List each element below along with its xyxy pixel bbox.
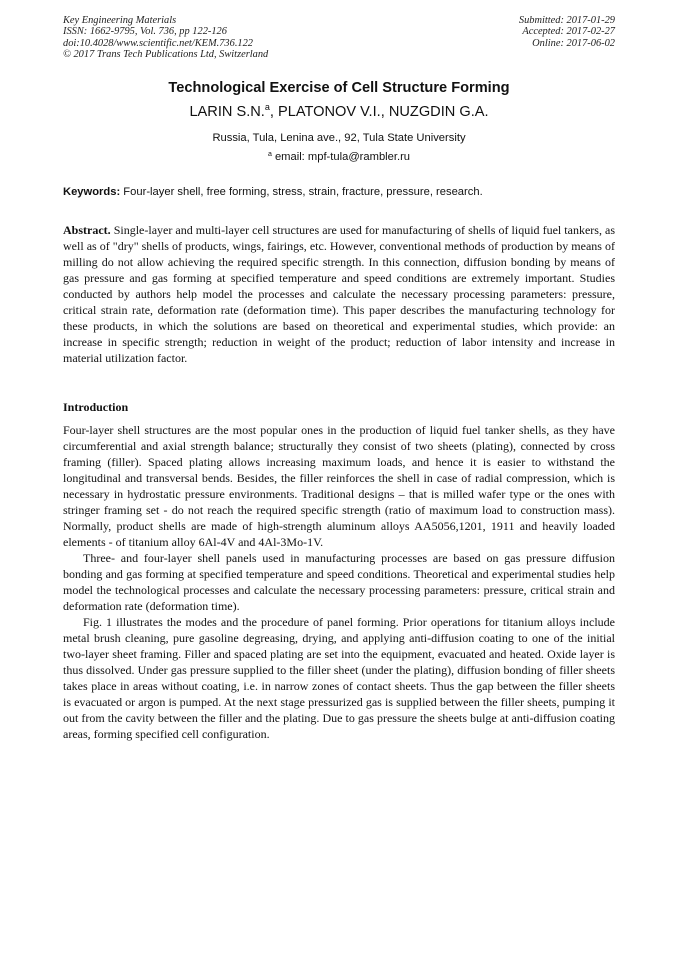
email-address: email: mpf-tula@rambler.ru [271, 151, 411, 163]
journal-name: Key Engineering Materials [63, 15, 177, 26]
paper-title: Technological Exercise of Cell Structure Forming [168, 80, 510, 96]
author-affiliation-mark: a [264, 102, 270, 112]
section-heading-introduction: Introduction [63, 400, 129, 414]
abstract-label: Abstract. [63, 223, 111, 237]
keywords [63, 186, 615, 198]
author-first: LARIN S.N. [189, 104, 265, 120]
accepted-date: Accepted: 2017-02-27 [522, 26, 615, 38]
submitted-date: Submitted: 2017-01-29 [518, 15, 615, 26]
paragraph: Three- and four-layer shell panels used in manufacturing processes are based on gas pressure diffusion bonding and gas forming at specified temperature and speed conditions. Theoretical and experimental studies help model the technological processes and calculate the necessary processing parameters: pressure, critical strain and deformation rate (deformation time). [63, 551, 615, 613]
affiliation: Russia, Tula, Lenina ave., 92, Tula State University [212, 132, 466, 144]
email-line [0, 151, 678, 163]
paragraph: Four-layer shell structures are the most popular ones in the production of liquid fuel tanker shells, as they have circumferential and axial strength balance; structurally they consist of two sheets (plating), connected by cross framing (filler). Spaced plating allows increasing maximum loads, and hence it is easier to withstand the longitudinal and transversal bends. Besides, the filler reinforces the shell in case of radial compression, which is necessary in hydrostatic pressure environments. Traditional designs – that is milled wafer type or the ones with stringer framing set - do not reach the required specific strength (ratio of maximum load to construction mass). Normally, product shells are made of high-strength aluminum alloys AA5056,1201, 1911 and heavily loaded elements - of titanium alloy 6Al-4V and 4Al-3Mo-1V. [63, 423, 615, 549]
abstract [63, 222, 615, 366]
paragraph: Fig. 1 illustrates the modes and the procedure of panel forming. Prior operations for titanium alloys include metal brush cleaning, pure gasoline degreasing, drying, and applying anti-diffusion coating to one of the initial two-layer sheet framing. Filler and spaced plating are set into the equipment, evacuated and heated. Oxide layer is thus dissolved. Under gas pressure supplied to the filler sheet (under the plating), diffusion bonding of filler sheets takes place in areas without coating, i.e. in narrow zones of contact sheets. Thus the gap between the filler sheets is evacuated or argon is pumped. At the next stage pressurized gas is supplied between the filler sheets, pumping it out from the cavity between the filler and the plating. Due to gas pressure the sheets bulge at anti-diffusion coating areas, forming specified cell configuration. [63, 615, 615, 741]
keywords-label: Keywords: [63, 186, 121, 198]
doi-line: doi:10.4028/www.scientific.net/KEM.736.122 [63, 37, 253, 49]
keywords-text: Four-layer shell, free forming, stress, strain, fracture, pressure, research. [120, 186, 483, 198]
online-date: Online: 2017-06-02 [532, 37, 615, 49]
introduction-body [63, 422, 615, 742]
email-mark: a [267, 151, 272, 158]
journal-header-left [63, 15, 268, 61]
author-list [0, 104, 678, 120]
abstract-text: Single-layer and multi-layer cell structures are used for manufacturing of shells of liquid fuel tankers, as well as of "dry" shells of products, wings, fairings, etc. However, conventional methods of production by means of milling do not allow achieving the required specific strength. In this connection, diffusion bonding by means of gas pressure and gas forming at specified temperature and speed conditions are extremely important. Studies conducted by authors help model the processes and calculate the necessary processing parameters: pressure, critical strain rate, deformation rate (deformation time). This paper describes the manufacturing technology for these products, in which the solutions are based on theoretical and experimental studies, which provide: an increase in specific strength; reduction in weight of the product; reduction of labor intensity and increase in material utilization factor. [63, 223, 615, 365]
issn-line: ISSN: 1662-9795, Vol. 736, pp 122-126 [63, 26, 227, 38]
author-rest: , PLATONOV V.I., NUZGDIN G.A. [269, 104, 489, 120]
journal-header-right [519, 15, 615, 49]
copyright-line: © 2017 Trans Tech Publications Ltd, Switzerland [63, 49, 269, 61]
